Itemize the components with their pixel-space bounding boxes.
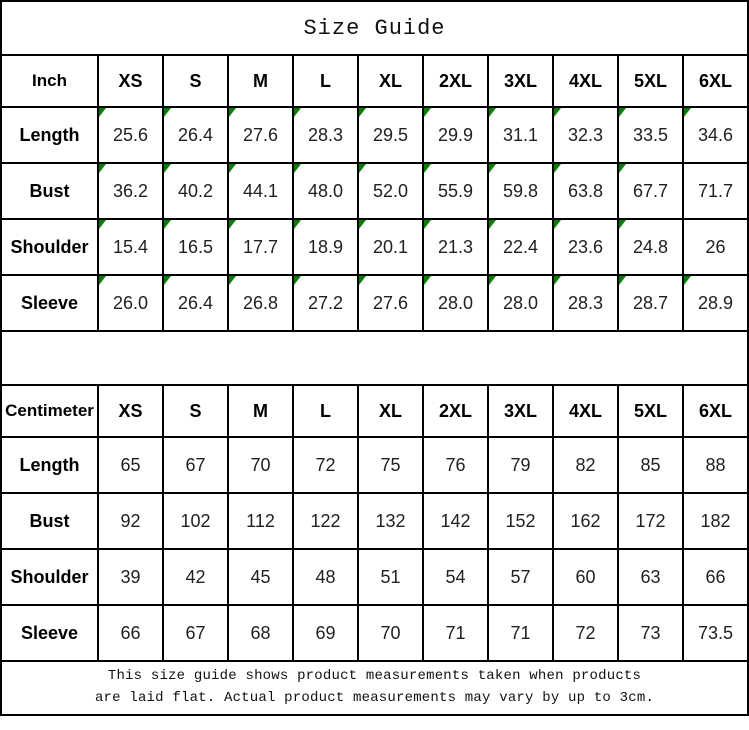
measurement-row (1, 219, 748, 275)
value-cell (553, 437, 618, 493)
corner-marker-icon (359, 108, 366, 117)
value-cell (488, 163, 553, 219)
cell-value: 71 (445, 622, 466, 643)
cell-value: 57 (510, 566, 531, 587)
value-cell (553, 219, 618, 275)
cell-value: 28.7 (632, 292, 669, 313)
value-cell (358, 219, 423, 275)
value-cell (163, 549, 228, 605)
cell-value: 28.3 (307, 124, 344, 145)
value-cell (683, 163, 748, 219)
cell-value: 72 (575, 622, 596, 643)
measurement-row (1, 549, 748, 605)
cell-value: 16.5 (177, 236, 214, 257)
corner-marker-icon (359, 276, 366, 285)
cell-value: 102 (180, 510, 211, 531)
value-cell (358, 549, 423, 605)
footer-line-1: This size guide shows product measurements taken when products (107, 668, 642, 685)
value-cell (553, 549, 618, 605)
size-header-cell: XL (358, 385, 423, 437)
page-title: Size Guide (1, 1, 748, 55)
size-header-cell: L (293, 385, 358, 437)
cell-value: 26.0 (112, 292, 149, 313)
value-cell (618, 219, 683, 275)
corner-marker-icon (229, 276, 236, 285)
size-header-cell: 5XL (618, 385, 683, 437)
value-cell (293, 107, 358, 163)
value-cell (98, 605, 163, 661)
value-cell (423, 437, 488, 493)
value-cell (553, 163, 618, 219)
corner-marker-icon (229, 220, 236, 229)
value-cell (358, 163, 423, 219)
corner-marker-icon (99, 108, 106, 117)
corner-marker-icon (554, 164, 561, 173)
measurement-row (1, 437, 748, 493)
cell-value: 182 (700, 510, 731, 531)
value-cell (293, 163, 358, 219)
unit-header-centimeter: Centimeter (1, 385, 98, 437)
cell-value: 68 (250, 622, 271, 643)
size-header-cell: XS (98, 385, 163, 437)
row-label-cell: Bust (1, 493, 98, 549)
cell-value: 28.0 (502, 292, 539, 313)
value-cell (488, 437, 553, 493)
corner-marker-icon (619, 276, 626, 285)
cell-value: 85 (640, 454, 661, 475)
corner-marker-icon (619, 220, 626, 229)
value-cell (228, 107, 293, 163)
corner-marker-icon (424, 108, 431, 117)
corner-marker-icon (164, 108, 171, 117)
value-cell (683, 549, 748, 605)
footer-row (1, 661, 748, 715)
cell-value: 54 (445, 566, 466, 587)
value-cell (228, 437, 293, 493)
value-cell (98, 437, 163, 493)
cell-value: 55.9 (437, 180, 474, 201)
cell-value: 122 (310, 510, 341, 531)
row-label-cell: Shoulder (1, 549, 98, 605)
cell-value: 23.6 (567, 236, 604, 257)
size-header-cell: XS (98, 55, 163, 107)
cell-value: 29.9 (437, 124, 474, 145)
value-cell (553, 605, 618, 661)
cell-value: 67 (185, 622, 206, 643)
value-cell (618, 605, 683, 661)
measurement-row (1, 275, 748, 331)
value-cell (488, 219, 553, 275)
corner-marker-icon (164, 276, 171, 285)
value-cell (488, 605, 553, 661)
size-header-cell: 5XL (618, 55, 683, 107)
cell-value: 76 (445, 454, 466, 475)
value-cell (488, 275, 553, 331)
value-cell (358, 437, 423, 493)
value-cell (228, 163, 293, 219)
cm-header-row (1, 385, 748, 437)
cell-value: 60 (575, 566, 596, 587)
corner-marker-icon (229, 108, 236, 117)
value-cell (228, 605, 293, 661)
value-cell (423, 275, 488, 331)
cell-value: 42 (185, 566, 206, 587)
value-cell (358, 605, 423, 661)
cell-value: 52.0 (372, 180, 409, 201)
row-label-cell: Sleeve (1, 275, 98, 331)
value-cell (553, 493, 618, 549)
cell-value: 67 (185, 454, 206, 475)
cell-value: 172 (635, 510, 666, 531)
cell-value: 73.5 (697, 622, 734, 643)
row-label-cell: Sleeve (1, 605, 98, 661)
cell-value: 15.4 (112, 236, 149, 257)
cell-value: 28.3 (567, 292, 604, 313)
size-header-cell: XL (358, 55, 423, 107)
cell-value: 27.6 (372, 292, 409, 313)
corner-marker-icon (229, 164, 236, 173)
size-header-cell: M (228, 55, 293, 107)
value-cell (163, 493, 228, 549)
corner-marker-icon (684, 108, 691, 117)
measurement-row (1, 163, 748, 219)
cell-value: 28.0 (437, 292, 474, 313)
cell-value: 79 (510, 454, 531, 475)
cell-value: 65 (120, 454, 141, 475)
title-row (1, 1, 748, 55)
value-cell (618, 493, 683, 549)
cell-value: 44.1 (242, 180, 279, 201)
size-header-cell: S (163, 55, 228, 107)
size-header-cell: 3XL (488, 55, 553, 107)
inch-header-row (1, 55, 748, 107)
size-header-cell: 2XL (423, 55, 488, 107)
corner-marker-icon (554, 108, 561, 117)
cell-value: 71 (510, 622, 531, 643)
corner-marker-icon (619, 164, 626, 173)
row-label-cell: Length (1, 107, 98, 163)
value-cell (163, 437, 228, 493)
cell-value: 40.2 (177, 180, 214, 201)
corner-marker-icon (489, 220, 496, 229)
unit-header-inch: Inch (1, 55, 98, 107)
size-header-cell: 6XL (683, 55, 748, 107)
cell-value: 26.4 (177, 124, 214, 145)
value-cell (98, 549, 163, 605)
corner-marker-icon (489, 108, 496, 117)
value-cell (553, 275, 618, 331)
cell-value: 71.7 (697, 180, 734, 201)
value-cell (358, 493, 423, 549)
corner-marker-icon (99, 220, 106, 229)
value-cell (683, 437, 748, 493)
cell-value: 25.6 (112, 124, 149, 145)
value-cell (228, 275, 293, 331)
cell-value: 29.5 (372, 124, 409, 145)
corner-marker-icon (424, 220, 431, 229)
cell-value: 27.2 (307, 292, 344, 313)
corner-marker-icon (489, 276, 496, 285)
value-cell (228, 549, 293, 605)
cell-value: 152 (505, 510, 536, 531)
corner-marker-icon (294, 220, 301, 229)
value-cell (553, 107, 618, 163)
value-cell (423, 493, 488, 549)
value-cell (293, 437, 358, 493)
corner-marker-icon (619, 108, 626, 117)
value-cell (293, 549, 358, 605)
corner-marker-icon (99, 276, 106, 285)
cell-value: 69 (315, 622, 336, 643)
size-header-cell: M (228, 385, 293, 437)
value-cell (358, 107, 423, 163)
value-cell (423, 549, 488, 605)
cell-value: 28.9 (697, 292, 734, 313)
cell-value: 75 (380, 454, 401, 475)
value-cell (98, 163, 163, 219)
cell-value: 82 (575, 454, 596, 475)
value-cell (228, 493, 293, 549)
value-cell (618, 437, 683, 493)
corner-marker-icon (359, 164, 366, 173)
value-cell (618, 163, 683, 219)
cell-value: 67.7 (632, 180, 669, 201)
cell-value: 27.6 (242, 124, 279, 145)
cell-value: 66 (120, 622, 141, 643)
corner-marker-icon (554, 276, 561, 285)
cell-value: 26.8 (242, 292, 279, 313)
corner-marker-icon (99, 164, 106, 173)
cell-value: 66 (705, 566, 726, 587)
measurement-row (1, 605, 748, 661)
cell-value: 36.2 (112, 180, 149, 201)
value-cell (683, 493, 748, 549)
value-cell (98, 493, 163, 549)
corner-marker-icon (294, 164, 301, 173)
corner-marker-icon (684, 276, 691, 285)
value-cell (488, 107, 553, 163)
value-cell (163, 605, 228, 661)
cell-value: 132 (375, 510, 406, 531)
value-cell (683, 275, 748, 331)
cell-value: 63.8 (567, 180, 604, 201)
cell-value: 22.4 (502, 236, 539, 257)
size-header-cell: S (163, 385, 228, 437)
value-cell (293, 219, 358, 275)
value-cell (423, 107, 488, 163)
corner-marker-icon (424, 276, 431, 285)
row-label-cell: Shoulder (1, 219, 98, 275)
cell-value: 32.3 (567, 124, 604, 145)
value-cell (423, 605, 488, 661)
measurement-row (1, 107, 748, 163)
cell-value: 26 (705, 236, 726, 257)
value-cell (163, 107, 228, 163)
cell-value: 73 (640, 622, 661, 643)
size-header-cell: L (293, 55, 358, 107)
size-header-cell: 6XL (683, 385, 748, 437)
value-cell (293, 493, 358, 549)
value-cell (423, 219, 488, 275)
value-cell (163, 275, 228, 331)
corner-marker-icon (294, 108, 301, 117)
spacer-cell (1, 331, 748, 385)
size-header-cell: 3XL (488, 385, 553, 437)
corner-marker-icon (164, 164, 171, 173)
cell-value: 26.4 (177, 292, 214, 313)
value-cell (683, 219, 748, 275)
value-cell (488, 549, 553, 605)
size-header-cell: 2XL (423, 385, 488, 437)
cell-value: 24.8 (632, 236, 669, 257)
cell-value: 17.7 (242, 236, 279, 257)
row-label-cell: Length (1, 437, 98, 493)
value-cell (98, 219, 163, 275)
value-cell (163, 219, 228, 275)
cell-value: 31.1 (502, 124, 539, 145)
value-cell (358, 275, 423, 331)
footer-line-2: are laid flat. Actual product measurements may vary by up to 3cm. (94, 690, 655, 706)
corner-marker-icon (424, 164, 431, 173)
cell-value: 21.3 (437, 236, 474, 257)
size-header-cell: 4XL (553, 385, 618, 437)
corner-marker-icon (359, 220, 366, 229)
cell-value: 39 (120, 566, 141, 587)
cell-value: 59.8 (502, 180, 539, 201)
cell-value: 20.1 (372, 236, 409, 257)
cell-value: 63 (640, 566, 661, 587)
footer-note (1, 661, 748, 715)
cell-value: 51 (380, 566, 401, 587)
value-cell (293, 605, 358, 661)
cell-value: 34.6 (697, 124, 734, 145)
cell-value: 70 (380, 622, 401, 643)
cell-value: 45 (250, 566, 271, 587)
corner-marker-icon (294, 276, 301, 285)
size-header-cell: 4XL (553, 55, 618, 107)
value-cell (423, 163, 488, 219)
measurement-row (1, 493, 748, 549)
cell-value: 48 (315, 566, 336, 587)
value-cell (98, 275, 163, 331)
corner-marker-icon (554, 220, 561, 229)
corner-marker-icon (489, 164, 496, 173)
value-cell (683, 107, 748, 163)
cell-value: 70 (250, 454, 271, 475)
cell-value: 92 (120, 510, 141, 531)
value-cell (98, 107, 163, 163)
value-cell (228, 219, 293, 275)
cell-value: 48.0 (307, 180, 344, 201)
spacer-row (1, 331, 748, 385)
value-cell (618, 549, 683, 605)
cell-value: 112 (246, 510, 275, 531)
cell-value: 142 (440, 510, 471, 531)
cell-value: 162 (570, 510, 601, 531)
row-label-cell: Bust (1, 163, 98, 219)
value-cell (618, 275, 683, 331)
cell-value: 72 (315, 454, 336, 475)
value-cell (618, 107, 683, 163)
value-cell (683, 605, 748, 661)
cell-value: 88 (705, 454, 726, 475)
corner-marker-icon (164, 220, 171, 229)
value-cell (488, 493, 553, 549)
cell-value: 18.9 (307, 236, 344, 257)
value-cell (163, 163, 228, 219)
cell-value: 33.5 (632, 124, 669, 145)
value-cell (293, 275, 358, 331)
